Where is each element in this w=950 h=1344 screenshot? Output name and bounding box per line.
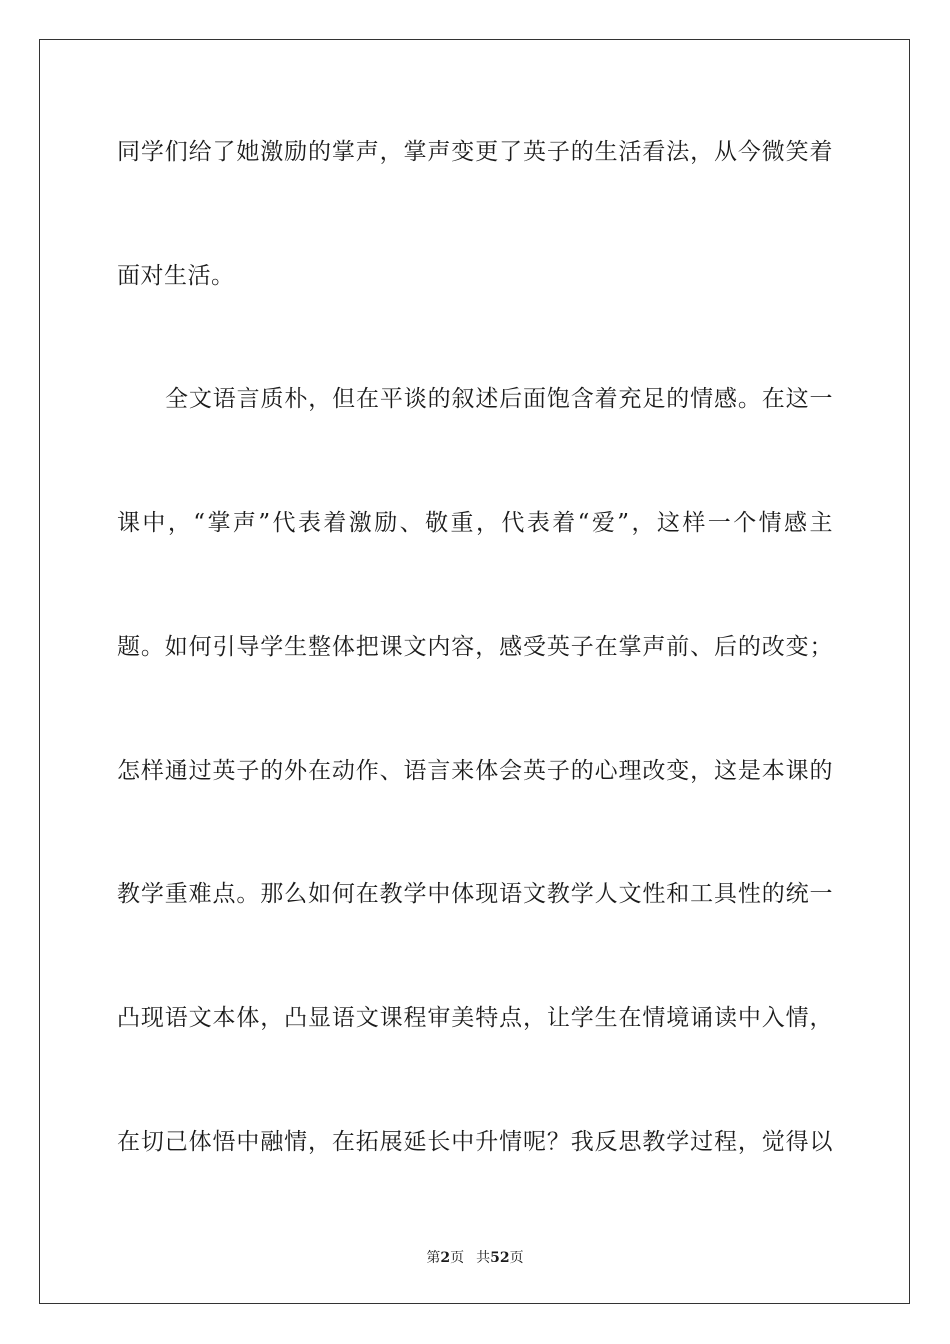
paragraph-line: 怎样通过英子的外在动作、语言来体会英子的心理改变，这是本课的	[117, 758, 833, 784]
page-prefix: 第	[426, 1250, 441, 1266]
paragraph-line: 凸现语文本体，凸显语文课程审美特点，让学生在情境诵读中入情，	[117, 1005, 833, 1031]
page-border	[39, 39, 910, 1304]
paragraph-line: 同学们给了她激励的掌声，掌声变更了英子的生活看法，从今微笑着	[117, 139, 833, 165]
page-number: 2	[440, 1250, 451, 1266]
total-pages: 52	[490, 1250, 510, 1266]
paragraph-line: 在切己体悟中融情，在拓展延长中升情呢？我反思教学过程，觉得以	[117, 1129, 833, 1155]
paragraph-line: 课中，“掌声”代表着激励、敬重，代表着“爱”，这样一个情感主	[117, 510, 833, 536]
page-suffix: 页	[450, 1250, 465, 1266]
paragraph-line: 面对生活。	[117, 263, 235, 289]
paragraph-line-indented: 全文语言质朴，但在平谈的叙述后面饱含着充足的情感。在这一	[165, 386, 833, 412]
total-prefix: 共	[476, 1250, 491, 1266]
total-suffix: 页	[509, 1250, 524, 1266]
page-footer	[0, 1249, 950, 1267]
paragraph-line: 题。如何引导学生整体把课文内容，感受英子在掌声前、后的改变；	[117, 634, 833, 660]
paragraph-line: 教学重难点。那么如何在教学中体现语文教学人文性和工具性的统一	[117, 881, 833, 907]
